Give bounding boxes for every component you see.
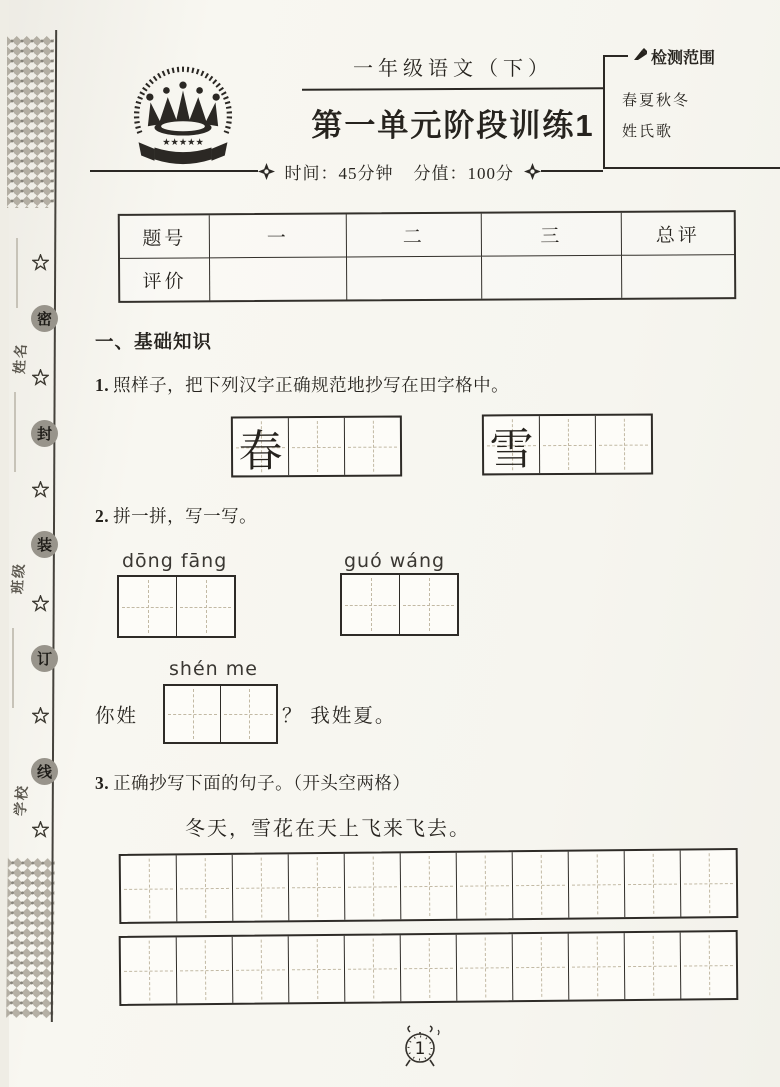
example-char: 雪 (489, 424, 534, 474)
writing-cell (457, 934, 514, 1001)
rule (541, 170, 603, 172)
copy-grid-chun (231, 416, 402, 478)
question-3 (95, 770, 410, 795)
label-text: 学校 (13, 783, 32, 817)
star-icon (32, 595, 49, 612)
copy-grid-xue (482, 414, 653, 476)
score-cell-empty (622, 255, 734, 298)
writing-cell (401, 935, 458, 1002)
scope-box-border (603, 55, 628, 57)
score-header: 题号 (120, 215, 210, 259)
question-number: 1. (95, 375, 110, 395)
writing-row-1 (119, 848, 739, 924)
writing-cell (165, 686, 221, 742)
label-text: 班级 (10, 561, 29, 595)
score-header: 二 (347, 214, 482, 258)
exam-meta-line (90, 158, 603, 184)
score-value: 分值：100分 (413, 163, 514, 183)
score-cell-empty (210, 257, 347, 300)
alarm-clock-icon (400, 1024, 442, 1070)
star-icon (32, 481, 49, 498)
course-title: 一年级语文（下） (353, 58, 553, 80)
four-point-star-icon (258, 163, 275, 180)
writing-cell (681, 850, 737, 917)
fill-in-line (14, 392, 16, 472)
score-cell-empty (347, 257, 482, 300)
label-text: 姓名 (12, 341, 31, 375)
writing-cell (513, 934, 570, 1001)
writing-cell (221, 686, 276, 742)
binding-pattern-bottom (6, 858, 55, 1018)
page-number: 1 (414, 1039, 426, 1059)
seal-char: 订 (31, 645, 58, 672)
pinyin-dongfang: dōng fāng (122, 550, 228, 572)
question-number: 2. (95, 506, 110, 526)
writing-cell (177, 855, 234, 922)
star-icon (32, 254, 49, 271)
fill-suffix: ？ 我姓夏。 (282, 706, 397, 727)
pinyin-shenme: shén me (169, 658, 258, 680)
score-table (118, 210, 737, 303)
writing-cell (400, 575, 457, 634)
writing-cell (681, 932, 737, 999)
scope-box-border (603, 167, 780, 169)
writing-cell (513, 852, 570, 919)
writing-cell (569, 933, 626, 1000)
writing-cell (540, 416, 596, 473)
writing-cell (233, 936, 290, 1003)
question-text: 正确抄写下面的句子。（开头空两格） (113, 773, 411, 793)
scope-items (622, 86, 690, 148)
writing-cell (342, 575, 400, 634)
section-title: 一、基础知识 (95, 331, 213, 352)
writing-cell (289, 936, 346, 1003)
writing-cell (401, 853, 458, 920)
time-value: 时间：45分钟 (284, 163, 394, 183)
writing-cell (233, 854, 290, 921)
scope-label-text: 检测范围 (651, 50, 716, 67)
writing-cell (119, 577, 177, 636)
writing-cell (596, 416, 651, 473)
writing-cell (289, 418, 345, 475)
course-underline (302, 87, 604, 91)
seal-char: 封 (31, 420, 58, 447)
copy-sentence: 冬天，雪花在天上飞来飞去。 (185, 818, 471, 840)
writing-cell (345, 853, 402, 920)
writing-row-2 (119, 930, 739, 1006)
binding-label-school (5, 783, 37, 817)
fill-in-line (12, 628, 14, 708)
writing-cell (345, 418, 400, 475)
seal-char: 密 (31, 305, 58, 332)
writing-cell (457, 852, 514, 919)
svg-text:★★★★★: ★★★★★ (162, 136, 204, 148)
binding-label-class (2, 561, 34, 595)
binding-label-name (4, 341, 36, 375)
writing-cell (177, 577, 234, 636)
writing-cell (625, 933, 682, 1000)
score-header: 一 (210, 214, 347, 258)
crown-emblem-icon (120, 56, 246, 174)
pinyin-guowang: guó wáng (344, 550, 446, 572)
writing-cell (625, 851, 682, 918)
four-point-star-icon (524, 163, 541, 180)
writing-cell (569, 851, 626, 918)
writing-cell (345, 935, 402, 1002)
example-cell (484, 416, 540, 473)
fill-in-line (16, 238, 18, 308)
write-grid (340, 573, 459, 636)
fill-prefix: 你姓 (95, 706, 139, 727)
question-1 (95, 372, 509, 397)
score-header: 总评 (622, 212, 734, 256)
write-grid (117, 575, 236, 638)
question-text: 照样子，把下列汉字正确规范地抄写在田字格中。 (113, 375, 510, 395)
seal-char: 装 (31, 531, 58, 558)
writing-cell (177, 937, 234, 1004)
example-char: 春 (238, 426, 283, 476)
star-icon (32, 369, 49, 386)
example-cell (233, 418, 289, 475)
question-2 (95, 503, 257, 528)
scope-label (633, 45, 715, 68)
score-row-label: 评价 (120, 258, 210, 301)
rule (90, 170, 258, 172)
writing-cell (289, 854, 346, 921)
page-title: 第一单元阶段训练1 (311, 108, 595, 143)
seal-char: 线 (31, 758, 58, 785)
scope-item: 姓氏歌 (622, 124, 674, 140)
writing-cell (121, 855, 178, 922)
star-icon (32, 821, 49, 838)
write-grid (163, 684, 278, 744)
question-text: 拼一拼，写一写。 (113, 506, 258, 526)
question-number: 3. (95, 773, 110, 793)
scope-box-border (603, 55, 605, 168)
scope-item: 春夏秋冬 (622, 93, 691, 109)
binding-pattern-top (7, 36, 54, 208)
star-icon (32, 707, 49, 724)
score-header: 三 (482, 213, 622, 257)
score-cell-empty (482, 256, 622, 299)
writing-hand-icon (633, 48, 648, 66)
writing-cell (121, 937, 178, 1004)
